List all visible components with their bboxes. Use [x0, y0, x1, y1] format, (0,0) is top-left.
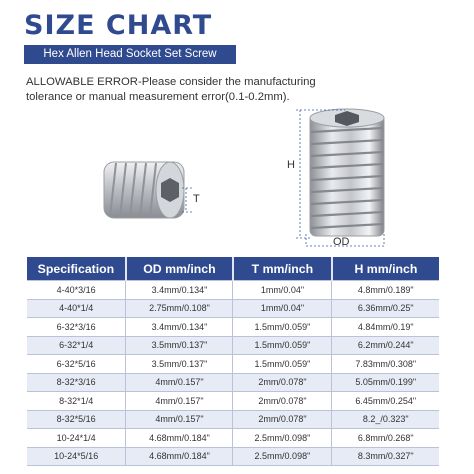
header-specification: Specification [27, 257, 126, 281]
table-row [27, 447, 439, 466]
cell-specification: 8-32*5/16 [27, 410, 126, 429]
cell-specification: 8-32*1/4 [27, 392, 126, 411]
cell-h: 6.36mm/0.25" [332, 299, 439, 318]
table-row [27, 299, 439, 318]
tolerance-note: ALLOWABLE ERROR-Please consider the manufacturing tolerance or manual measurement error(0.1-0.2mm). [26, 76, 316, 103]
cell-specification: 10-24*1/4 [27, 429, 126, 448]
cell-specification: 6-32*3/16 [27, 318, 126, 337]
cell-h: 7.83mm/0.308" [332, 355, 439, 374]
table-row [27, 355, 439, 374]
cell-t: 2.5mm/0.098" [233, 429, 332, 448]
cell-od: 3.4mm/0.134" [126, 281, 233, 300]
table-row [27, 336, 439, 355]
product-banner: Hex Allen Head Socket Set Screw [24, 45, 236, 64]
table-header-row [27, 257, 439, 281]
cell-t: 1.5mm/0.059" [233, 336, 332, 355]
cell-od: 3.4mm/0.134" [126, 318, 233, 337]
cell-h: 4.8mm/0.189" [332, 281, 439, 300]
cell-t: 2.5mm/0.098" [233, 447, 332, 466]
large-set-screw [310, 109, 384, 236]
cell-h: 4.84mm/0.19" [332, 318, 439, 337]
cell-od: 3.5mm/0.137" [126, 336, 233, 355]
cell-t: 1.5mm/0.059" [233, 355, 332, 374]
cell-t: 1.5mm/0.059" [233, 318, 332, 337]
small-set-screw [104, 162, 184, 218]
header-t: T mm/inch [233, 257, 332, 281]
cell-od: 2.75mm/0.108" [126, 299, 233, 318]
cell-specification: 8-32*3/16 [27, 373, 126, 392]
cell-t: 2mm/0.078" [233, 410, 332, 429]
table-row [27, 392, 439, 411]
cell-specification: 4-40*1/4 [27, 299, 126, 318]
od-label: OD [333, 236, 350, 248]
cell-od: 4mm/0.157" [126, 410, 233, 429]
cell-h: 6.8mm/0.268" [332, 429, 439, 448]
cell-od: 4.68mm/0.184" [126, 447, 233, 466]
cell-specification: 6-32*1/4 [27, 336, 126, 355]
size-table [27, 257, 439, 466]
table-row [27, 429, 439, 448]
height-label: H [287, 159, 295, 171]
cell-od: 4mm/0.157" [126, 373, 233, 392]
cell-specification: 10-24*5/16 [27, 447, 126, 466]
cell-h: 8.2_/0.323" [332, 410, 439, 429]
thread-label: T [193, 193, 200, 205]
cell-h: 6.45mm/0.254" [332, 392, 439, 411]
cell-h: 8.3mm/0.327" [332, 447, 439, 466]
table-row [27, 318, 439, 337]
cell-t: 2mm/0.078" [233, 392, 332, 411]
header-od: OD mm/inch [126, 257, 233, 281]
table-row [27, 410, 439, 429]
table-row [27, 373, 439, 392]
cell-h: 6.2mm/0.244" [332, 336, 439, 355]
cell-od: 4.68mm/0.184" [126, 429, 233, 448]
page-title: SIZE CHART [24, 10, 213, 41]
cell-od: 4mm/0.157" [126, 392, 233, 411]
cell-h: 5.05mm/0.199" [332, 373, 439, 392]
cell-t: 1mm/0.04" [233, 281, 332, 300]
cell-specification: 6-32*5/16 [27, 355, 126, 374]
cell-specification: 4-40*3/16 [27, 281, 126, 300]
header-h: H mm/inch [332, 257, 439, 281]
cell-t: 2mm/0.078" [233, 373, 332, 392]
cell-t: 1mm/0.04" [233, 299, 332, 318]
table-row [27, 281, 439, 300]
cell-od: 3.5mm/0.137" [126, 355, 233, 374]
